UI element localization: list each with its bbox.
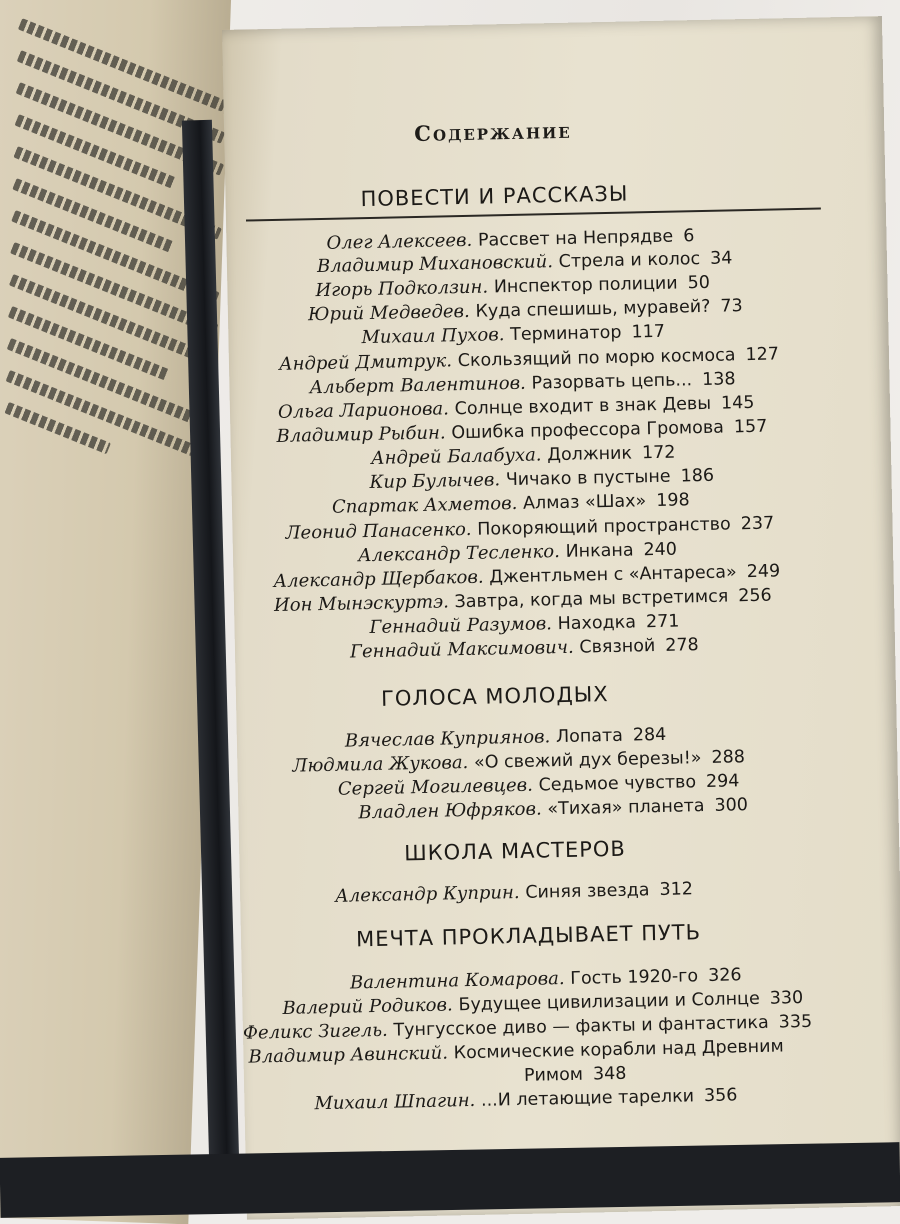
toc-title: Содержание bbox=[413, 117, 572, 146]
toc-entry: Спартак Ахметов. Алмаз «Шах» 198 bbox=[331, 490, 690, 518]
toc-entry: Валерий Родиков. Будущее цивилизации и Солнце 330 bbox=[282, 988, 804, 1019]
toc-entry: Леонид Панасенко. Покоряющий пространство 237 bbox=[285, 513, 775, 544]
toc-entry: Владимир Михановский. Стрела и колос 34 bbox=[316, 248, 733, 278]
toc-entry: Андрей Дмитрук. Скользящий по морю космоса 127 bbox=[278, 344, 780, 375]
section-title: ШКОЛА МАСТЕРОВ bbox=[404, 836, 627, 866]
toc-entry: Олег Алексеев. Рассвет на Непрядве 6 bbox=[326, 226, 695, 254]
toc-entry: Владимир Авинский. Космические корабли над Древним bbox=[248, 1036, 784, 1068]
right-page bbox=[222, 16, 900, 1220]
toc-entry: Владлен Юфряков. «Тихая» планета 300 bbox=[358, 795, 749, 824]
toc-entry: Людмила Жукова. «О свежий дух березы!» 288 bbox=[292, 747, 746, 777]
section-title: ГОЛОСА МОЛОДЫХ bbox=[380, 682, 609, 711]
toc-entry: Геннадий Разумов. Находка 271 bbox=[369, 611, 680, 639]
section-title: МЕЧТА ПРОКЛАДЫВАЕТ ПУТЬ bbox=[355, 920, 702, 952]
title-rule bbox=[246, 207, 821, 221]
toc-entry: Вячеслав Куприянов. Лопата 284 bbox=[344, 724, 667, 752]
toc-entry: Сергей Могилевцев. Седьмое чувство 294 bbox=[337, 771, 740, 800]
toc-entry: Юрий Медведев. Куда спешишь, муравей? 73 bbox=[307, 296, 743, 326]
toc-entry: Геннадий Максимович. Связной 278 bbox=[349, 635, 699, 663]
toc-entry: Валентина Комарова. Гость 1920-го 326 bbox=[349, 965, 742, 994]
toc-entry: Ольга Ларионова. Солнце входит в знак Девы 145 bbox=[277, 392, 755, 423]
toc-entry: Кир Булычев. Чичако в пустыне 186 bbox=[369, 465, 715, 494]
toc-entry: Михаил Пухов. Терминатор 117 bbox=[361, 321, 666, 349]
toc-entry: Михаил Шпагин. ...И летающие тарелки 356 bbox=[314, 1085, 738, 1115]
toc-entry: Александр Куприн. Синяя звезда 312 bbox=[334, 879, 694, 907]
toc-entry: Римом 348 bbox=[523, 1063, 627, 1086]
toc-entry: Владимир Рыбин. Ошибка профессора Громова 157 bbox=[276, 416, 768, 447]
toc-entry: Феликс Зигель. Тунгусское диво — факты и фантастика 335 bbox=[242, 1011, 813, 1044]
section-title: ПОВЕСТИ И РАССКАЗЫ bbox=[360, 181, 629, 212]
toc-entry: Андрей Балабуха. Должник 172 bbox=[370, 442, 676, 469]
toc-entry: Игорь Подколзин. Инспектор полиции 50 bbox=[315, 272, 711, 302]
toc-entry: Альберт Валентинов. Разорвать цепь... 138 bbox=[309, 369, 736, 399]
toc-entry: Александр Щербаков. Джентльмен с «Антареса» 249 bbox=[273, 561, 781, 593]
toc-entry: Александр Тесленко. Инкана 240 bbox=[357, 539, 678, 567]
toc-entry: Ион Мынэскуртэ. Завтра, когда мы встретимся 256 bbox=[273, 585, 772, 617]
